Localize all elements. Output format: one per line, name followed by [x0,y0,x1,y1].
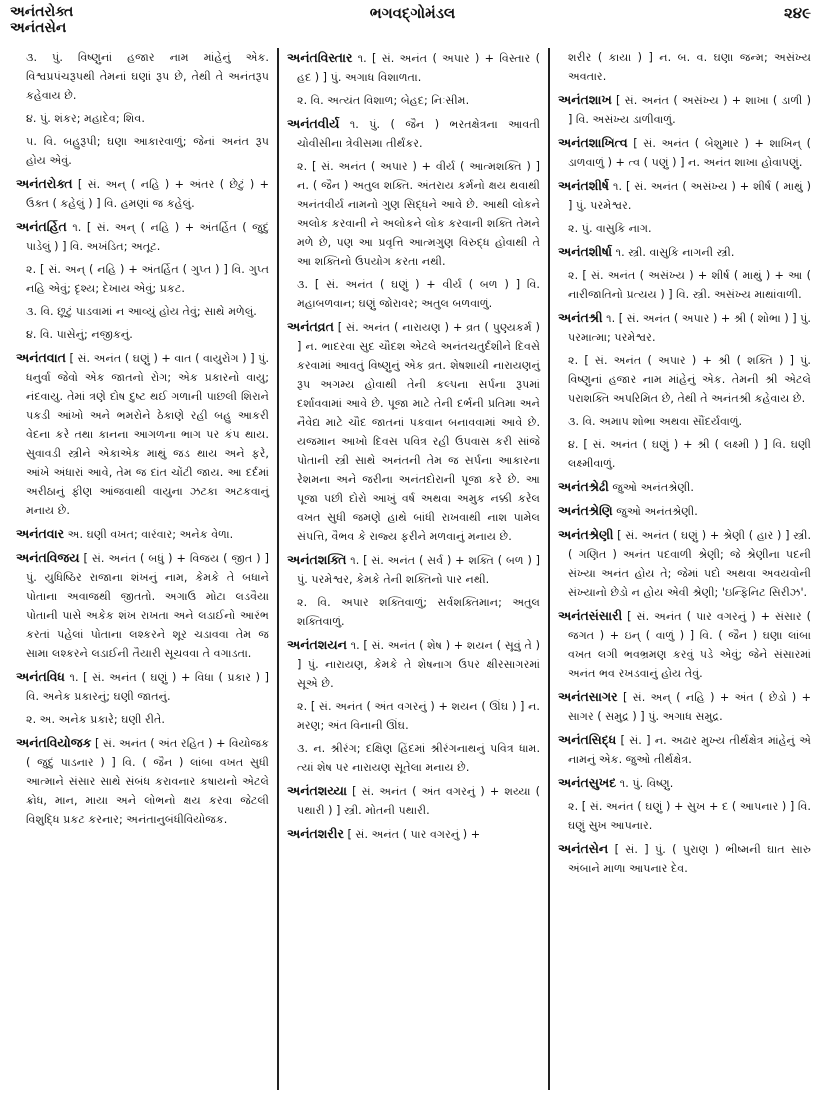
headword: અનંતવિયોજક [16,735,92,750]
definition-text: [ સં. ] ન. અઢાર મુખ્ય તીર્થક્ષેત્ર માંહેનું એ નામનું એક. જુઓ તીર્થક્ષેત્ર. [568,734,811,766]
columns [8,48,819,1090]
entry-sense [16,109,269,128]
definition-text: [ સં. અન્ ( નહિ ) + અંતર ( છેટું ) + ઉક્ત ( કહેલું ) ] વિ. હમણાં જ કહેલું. [26,178,269,210]
entry-sense [16,132,269,170]
dictionary-entry [16,667,269,706]
definition-text: ૧. પું. વિષ્ણુ. [616,777,674,790]
dictionary-title: ભગવદ્ગોમંડલ [369,4,456,22]
definition-text: [ સં. અનંત ( પાર વગરનું ) + [343,828,481,841]
definition-text: ૧. [ સં. અનંત ( અસંખ્ય ) + શીર્ષ ( માથું ) ] પું. પરમેશ્વર. [568,180,811,212]
definition-text: ૨. [ સં. અનંત ( અંત વગરનું ) + શયન ( ઊંઘ ) ] ન. મરણ; અંત વિનાની ઊંઘ. [297,700,540,732]
definition-text: [ સં. અનંત ( બધું ) + વિજય ( જીત ) ] પું. યુધિષ્ઠિર રાજાના શંખનું નામ, કેમકે તે બધાને પોતાના અવાજથી જીતતો. અગાઉ મોટા લડવૈયા પોતાની પાસે અકેક શંખ રાખતા અને લડાઈનો આરંભ કરતાં પહેલાં પોતાના લશ્કરને શૂર ચડાવવા તેમ જ સામા લશ્કરને લડાઈની તૈયારી સૂચવવા તે વગાડતા. [26,552,269,660]
headword: અનંતર્હિત [16,219,67,234]
entry-sense [287,739,540,777]
dictionary-entry [558,687,811,726]
definition-text: જુઓ અનંતશ્રેણી. [608,481,694,494]
headword: અનંતરોક્ત [16,176,73,191]
dictionary-entry [287,781,540,820]
headword: અનંતસાગર [558,689,618,704]
headword: અનંતશરીર [287,826,344,841]
definition-text: ૩. ન. શ્રીરંગ; દક્ષિણ હિંદમાં શ્રીરંગનાથનું પવિત્ર ધામ. ત્યાં શેષ પર નારાયણ સૂતેલા મનાય છે. [297,742,540,774]
headword: અનંતશ્રેઢી [558,479,609,494]
definition-text: ૪. [ સં. અનંત ( ઘણું ) + શ્રી ( લક્ષ્મી ) ] વિ. ઘણી લક્ષ્મીવાળું. [568,438,811,470]
guide-word-last: અનંતસેન [10,20,67,36]
dictionary-entry [558,606,811,683]
headword: અનંતશયન [287,637,347,652]
definition-text: જુઓ અનંતશ્રેણી. [612,505,698,518]
column-right [550,48,819,1090]
definition-text: [ સં. અનંત ( પાર વગરનું ) + સંસાર ( જગત ) + ઇન્ ( વાળું ) ] વિ. ( જૈન ) ઘણા લાંબા વખત લગી ભવભ્રમણ કરવું પડે એવું; જેને સંસારમાં અનંત ભવ રખડવાનું હોય તેવું. [568,610,811,680]
entry-sense [558,219,811,238]
definition-text: [ સં. અનંત ( અંત રહિત ) + વિયોજક ( જુદું પાડનાર ) ] વિ. ( જૈન ) લાંબા વખત સુધી આત્માને સંસાર સાથે સંબંધ કરાવનાર કષાયનો એટલે ક્રોધ, માન, માયા અને લોભનો ક્ષય કરવા જેટલી વિશુદ્ધિ પ્રકટ કરનાર; અનંતાનુબંધીવિયોજક. [26,737,269,826]
entry-sense [558,435,811,473]
column-left [8,48,277,1090]
entry-sense [287,157,540,271]
headword: અનંતવાત [16,350,66,365]
column-middle [277,48,550,1090]
dictionary-entry [16,733,269,829]
headword: અનંતસેન [558,841,609,856]
entry-sense [16,260,269,298]
dictionary-entry [16,348,269,520]
dictionary-entry [287,317,540,546]
definition-text: ૨. [ સં. અનંત ( અપાર ) + વીર્ય ( આત્મશક્તિ ) ] ન. ( જૈન ) અતુલ શક્તિ. અંતરાય કર્મનો ક્ષય થવાથી અનંતવીર્ય નામનો ગુણ સિદ્ધને આવે છે. આથી લોકને અલોક કરવાની ને અલોકને લોક કરવાની શક્તિ તેમને મળે છે, પણ આ પ્રવૃત્તિ આત્મગુણ વિરુદ્ધ હોવાથી તે આ શક્તિનો ઉપયોગ કરતા નથી. [297,160,540,268]
definition-text: ૨. [ સં. અનંત ( અસંખ્ય ) + શીર્ષ ( માથું ) + આ ( નારીજાતિનો પ્રત્યય ) ] વિ. સ્ત્રી. અસંખ્ય માથાંવાળી. [568,269,811,301]
definition-text: ૧. [ સં. અનંત ( અપાર ) + વિસ્તાર ( હદ ) ] પું. અગાધ વિશાળતા. [297,52,540,84]
definition-text: [ સં. અનંત ( બેશુમાર ) + શાખિન્ ( ડાળવાળું ) + ત્વ ( પણું ) ] ન. અનંત શાખા હોવાપણું. [568,137,811,169]
dictionary-entry [287,635,540,693]
entry-sense [558,48,811,86]
definition-text: [ સં. અનંત ( ઘણું ) + શ્રેણી ( હાર ) ] સ્ત્રી. ( ગણિત ) અનંત પદવાળી શ્રેણી; જે શ્રેણીના પદની સંખ્યા અનંત હોય તે; જેમાં પદો અથવા અવયવોની સંખ્યાનો છેડો ન હોય એવી શ્રેણી; 'ઇન્ફિનિટ સિરીઝ'. [568,529,811,599]
entry-sense [287,275,540,313]
definition-text: ૧. [ સં. અનંત ( ઘણું ) + વિધા ( પ્રકાર ) ] વિ. અનેક પ્રકારનું; ઘણી જાતનું. [26,671,269,703]
definition-text: [ સં. અનંત ( ઘણું ) + વાત ( વાયુરોગ ) ] પું. ધનુર્વા જેવો એક જાતનો રોગ; એક પ્રકારનો વાયુ; નંદવાયુ. તેમાં ત્રણે દોષ દુષ્ટ થઈ ગળાની પાછલી શિરાને પકડી આંખો અને ભમરોને ઠેકાણે રહી બહુ આકરી વેદના કરે તથા કાનના આગળના ભાગ પર કંપ થાય. સુવાવડી સ્ત્રીને એકાએક માથું જડ થાય અને ફરે, આંખે અંધારાં આવે, તેમ જ દાંત ચોંટી જાય. આ દર્દમાં અરીઠાનું ફીણ આંજવાથી વાયુના ઝટકા અટકવાનું મનાય છે. [26,352,269,517]
dictionary-entry [16,174,269,213]
headword: અનંતશીર્ષ [558,178,609,193]
definition-text: ૨. પું. વાસુકિ નાગ. [568,222,652,235]
entry-sense [287,697,540,735]
headword: અનંતશય્યા [287,783,347,798]
headword: અનંતવિજય [16,550,80,565]
guide-word-first: અનંતરોક્ત [10,4,74,20]
definition-text: [ સં. અનંત ( અસંખ્ય ) + શાખા ( ડાળી ) ] વિ. અસંખ્ય ડાળીવાળું. [568,94,811,126]
dictionary-entry [558,90,811,129]
definition-text: ૧. [ સં. અનંત ( સર્વ ) + શક્તિ ( બળ ) ] પું. પરમેશ્વર, કેમકે તેની શક્તિનો પાર નથી. [297,554,540,586]
definition-text: ૧. પું. ( જૈન ) ભરતક્ષેત્રના આવતી ચોવીસીના ત્રેવીસમા તીર્થંકર. [297,118,540,150]
definition-text: ૩. વિ. અમાપ શોભા અથવા સૌંદર્યવાળું. [568,415,743,428]
dictionary-entry [558,730,811,769]
headword: અનંતસંસારી [558,608,623,623]
headword: અનંતવીર્ય [287,116,340,131]
dictionary-entry [558,308,811,347]
headword: અનંતસિદ્ધ [558,732,617,747]
entry-sense [558,797,811,835]
definition-text: અ. ઘણી વખત; વારંવાર; અનેક વેળા. [64,528,234,541]
definition-text: ૧. [ સં. અન્ ( નહિ ) + અંતર્હિત ( જુદું પાડેલું ) ] વિ. અખંડિત; અતૂટ. [26,221,269,253]
entry-sense [558,412,811,431]
entry-sense [16,325,269,344]
definition-text: ૩. [ સં. અનંત ( ઘણું ) + વીર્ય ( બળ ) ] વિ. મહાબળવાન; ઘણું જોરાવર; અતુલ બળવાળું. [297,278,540,310]
headword: અનંતવ્રત [287,319,334,334]
headword: અનંતશાખિત્વ [558,135,628,150]
entry-sense [16,302,269,321]
page-header [10,4,815,44]
definition-text: ૨. વિ. અપાર શક્તિવાળું; સર્વશક્તિમાન; અતુલ શક્તિવાળું. [297,596,540,628]
headword: અનંતશક્તિ [287,552,347,567]
headword: અનંતવિસ્તાર [287,50,353,65]
definition-text: ૨. [ સં. અનંત ( ઘણું ) + સુખ + દ ( આપનાર ) ] વિ. ઘણું સુખ આપનાર. [568,800,811,832]
definition-text: ૨. વિ. અત્યંત વિશાળ; બેહદ; નિઃસીમ. [297,94,470,107]
headword: અનંતશ્રેણી [558,527,614,542]
headword: અનંતશીર્ષા [558,244,613,259]
dictionary-entry [558,525,811,602]
dictionary-entry [558,477,811,497]
entry-sense [287,593,540,631]
dictionary-entry [558,176,811,215]
definition-text: [ સં. અનંત ( નારાયણ ) + વ્રત ( પુણ્યકર્મ ) ] ન. ભાદરવા સુદ ચૌદશ એટલે અનંતચતુર્દશીને દિવસે કરવામાં આવતું વિષ્ણુનું એક વ્રત. શેષશાયી નારાયણનું રૂપ અગમ્ય હોવાથી તેની કલ્પના સર્પના રૂપમાં દર્શાવવામાં આવે છે. પૂજા માટે તેની દર્ભની પ્રતિમા અને નૈવેદ્ય માટે ચૌદ જાતનાં પકવાન બનાવવામાં આવે છે. યજમાન આખો દિવસ પવિત્ર રહી ઉપવાસ કરી સાંજે પોતાની સ્ત્રી સાથે અનંતની તેમ જ સર્પના આકારના રેશમના અને જરીના અનંતદોરાની પૂજા કરે છે. આ પૂજા પછી દોરો આખું વર્ષ અથવા અમુક નક્કી કરેલ વખત સુધી જમણે હાથે બાંધી રાખવાથી નાશ પામેલ સંપત્તિ, વૈભવ કે રાજ્ય ફરીને મળવાનું મનાય છે. [297,321,540,543]
dictionary-entry [558,242,811,262]
headword: અનંતશ્રેણિ [558,503,613,518]
definition-text: ૪. વિ. પાસેનું; નજીકનું. [26,328,133,341]
definition-text: ૩. પું. વિષ્ણુનાં હજાર નામ માંહેનું એક. વિશ્વપ્રપંચરૂપથી તેમનાં ઘણાં રૂપ છે, તેથી તે અનંતરૂપ કહેવાય છે. [26,51,269,102]
headword: અનંતવાર [16,526,65,541]
headword: અનંતશાખ [558,92,612,107]
headword: અનંતસુખદ [558,775,617,790]
definition-text: ૩. વિ. છૂટું પાડવામાં ન આવ્યું હોય તેવું; સાથે મળેલું. [26,305,257,318]
dictionary-entry [16,548,269,663]
definition-text: ૧. [ સં. અનંત ( શેષ ) + શયન ( સૂવું તે ) ] પું. નારાયણ, કેમકે તે શેષનાગ ઉપર ક્ષીરસાગરમાં સૂએ છે. [297,639,540,690]
entry-sense [287,91,540,110]
dictionary-entry [558,773,811,793]
definition-text: ૨. [ સં. અનંત ( અપાર ) + શ્રી ( શક્તિ ) ] પું. વિષ્ણુનાં હજાર નામ માંહેનું એક. તેમની શ્રી એટલે પરાશક્તિ અપરિમિત છે, તેથી તે અનંતશ્રી કહેવાય છે. [568,354,811,405]
definition-text: ૪. પું. શંકર; મહાદેવ; શિવ. [26,112,145,125]
definition-text: ૫. વિ. બહુરૂપી; ઘણા આકારવાળું; જેનાં અનંત રૂપ હોય એવું. [26,135,269,167]
definition-text: ૨. [ સં. અન્ ( નહિ ) + અંતર્હિત ( ગુપ્ત ) ] વિ. ગુપ્ત નહિ એવું; દૃશ્ય; દેખાય એવું; પ્રકટ. [26,263,269,295]
dictionary-entry [287,824,540,844]
dictionary-entry [287,114,540,153]
dictionary-entry [287,48,540,87]
definition-text: ૧. [ સં. અનંત ( અપાર ) + શ્રી ( શોભા ) ] પું. પરમાત્મા; પરમેશ્વર. [568,312,811,344]
entry-sense [558,351,811,408]
definition-text: ૨. અ. અનેક પ્રકારે; ઘણી રીતે. [26,713,165,726]
dictionary-entry [558,133,811,172]
page-number: ૨૪૯ [784,4,811,22]
headword: અનંતશ્રી [558,310,603,325]
dictionary-entry [558,501,811,521]
dictionary-entry [558,839,811,878]
entry-sense [16,710,269,729]
definition-text: શરીર ( કાયા ) ] ન. બ. વ. ઘણા જન્મ; અસંખ્ય અવતાર. [568,51,811,83]
dictionary-entry [16,524,269,544]
dictionary-entry [16,217,269,256]
headword: અનંતવિધ [16,669,65,684]
entry-sense [558,266,811,304]
dictionary-entry [287,550,540,589]
entry-sense [16,48,269,105]
definition-text: ૧. સ્ત્રી. વાસુકિ નાગની સ્ત્રી. [612,246,735,259]
definition-text: [ સં. ] પું. ( પુરાણ ) ભીષ્મની ઘાત સારુ અંબાને માળા આપનાર દેવ. [568,843,811,875]
definition-text: [ સં. અન્ ( નહિ ) + અંત ( છેડો ) + સાગર ( સમુદ્ર ) ] પું. અગાધ સમુદ્ર. [568,691,811,723]
definition-text: [ સં. અનંત ( અંત વગરનું ) + શય્યા ( પથારી ) ] સ્ત્રી. મોતની પથારી. [297,785,540,817]
